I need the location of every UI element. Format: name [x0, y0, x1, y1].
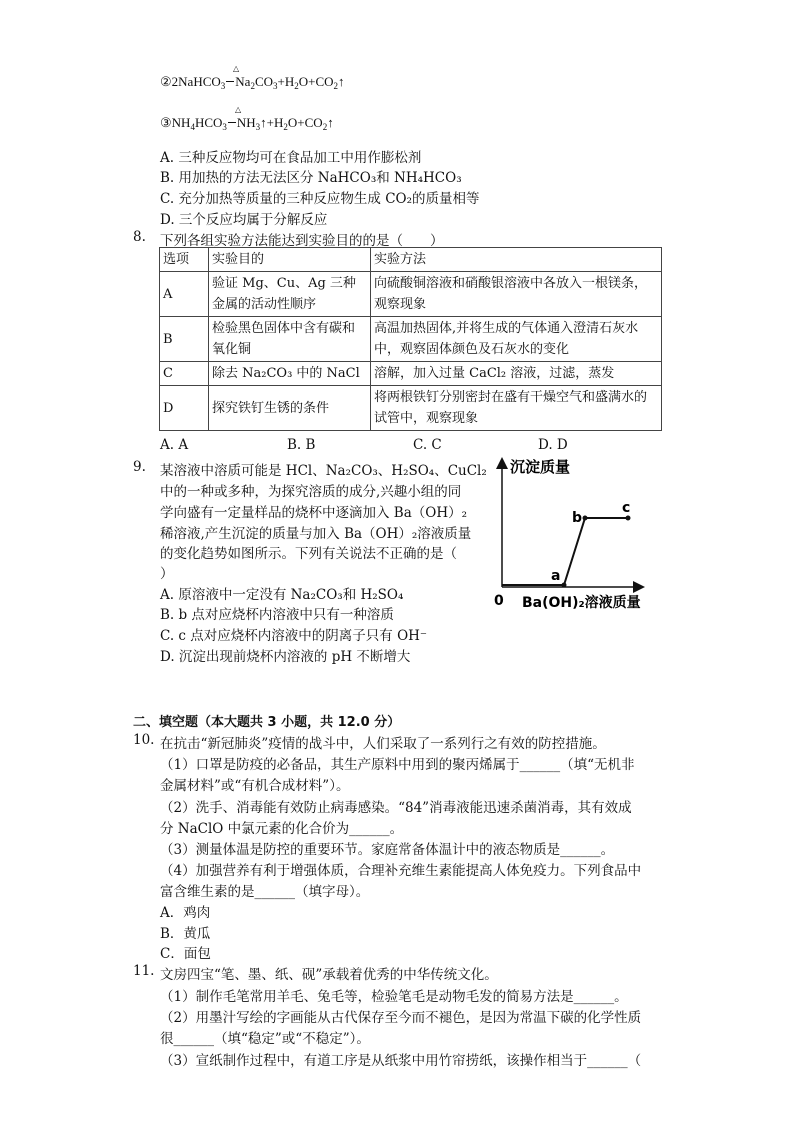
q9-option-a: A. 原溶液中一定没有 Na₂CO₃和 H₂SO₄: [160, 587, 404, 603]
q9-stem-line: ）: [160, 566, 174, 582]
origin-label: 0: [494, 593, 504, 609]
q7-option-a: A. 三种反应物均可在食品加工中用作膨松剂: [160, 150, 422, 166]
row-option: A: [160, 272, 209, 317]
x-axis-label: Ba(OH)₂溶液质量: [522, 595, 641, 611]
question-number: 10.: [133, 732, 155, 748]
point-b: [583, 516, 588, 521]
q9-option-d: D. 沉淀出现前烧杯内溶液的 pH 不断增大: [160, 649, 411, 665]
row-option: C: [160, 362, 209, 386]
table-row: [160, 362, 662, 386]
point-a-label: a: [551, 568, 561, 584]
point-a: [562, 583, 567, 588]
precipitate-graph: [490, 452, 670, 617]
section-heading: 二、填空题（本大题共 3 小题，共 12.0 分）: [133, 715, 401, 730]
row-method: 向硫酸铜溶液和硝酸银溶液中各放入一根镁条，观察现象: [371, 272, 662, 317]
q11-stem: 文房四宝“笔、墨、纸、砚”承载着优秀的中华传统文化。: [160, 967, 498, 983]
heat-symbol: △: [233, 64, 240, 73]
q11-line: （1）制作毛笔常用羊毛、兔毛等，检验笔毛是动物毛发的简易方法是______。: [160, 989, 628, 1005]
table-row: [160, 317, 662, 362]
q11-line: （2）用墨汁写绘的字画能从古代保存至今而不褪色，是因为常温下碳的化学性质: [160, 1010, 642, 1026]
q9-stem-line: 的变化趋势如图所示。下列有关说法不正确的是（: [160, 546, 457, 562]
q10-line: 分 NaClO 中氯元素的化合价为______。: [160, 821, 404, 837]
row-method: 溶解，加入过量 CaCl₂ 溶液，过滤，蒸发: [371, 362, 662, 386]
row-goal: 探究铁钉生锈的条件: [209, 386, 371, 431]
table-row: [160, 386, 662, 431]
equation-3: $③NH_4HCO_3$ $NH_3↑+H_2O+CO_2↑$: [160, 115, 334, 132]
row-method: 将两根铁钉分别密封在盛有干燥空气和盛满水的试管中，观察现象: [371, 386, 662, 431]
q10-line: （3）测量体温是防控的重要环节。家庭常备体温计中的液态物质是______。: [160, 842, 615, 858]
q9-stem-line: 某溶液中溶质可能是 HCl、Na₂CO₃、H₂SO₄、CuCl₂: [160, 463, 487, 479]
q8-answer-a: A. A: [160, 437, 189, 453]
point-c: [626, 516, 631, 521]
q10-choice-a: A．鸡肉: [160, 905, 211, 921]
q9-stem-line: 稀溶液,产生沉淀的质量与加入 Ba（OH）₂溶液质量: [160, 526, 472, 542]
q8-answer-b: B. B: [287, 437, 316, 453]
q7-option-b: B. 用加热的方法无法区分 NaHCO₃和 NH₄HCO₃: [160, 170, 462, 186]
q10-line: 金属材料”或“有机合成材料”）。: [160, 778, 350, 794]
q11-line: （3）宣纸制作过程中，有道工序是从纸浆中用竹帘捞纸，该操作相当于______（: [160, 1053, 642, 1069]
q9-option-b: B. b 点对应烧杯内溶液中只有一种溶质: [160, 607, 394, 623]
q8-answer-d: D. D: [538, 437, 568, 453]
precipitate-curve: [502, 518, 628, 585]
question-number: 11.: [133, 963, 155, 979]
row-method: 高温加热固体,并将生成的气体通入澄清石灰水中，观察固体颜色及石灰水的变化: [371, 317, 662, 362]
equation-2: ②2NaHCO$_3$ $Na_2CO_3+H_2O+CO_2↑$: [160, 74, 345, 91]
row-option: D: [160, 386, 209, 431]
heat-symbol: △: [235, 105, 242, 114]
q9-stem-line: 中的一种或多种，为探究溶质的成分,兴趣小组的同: [160, 484, 462, 500]
q8-stem: 下列各组实验方法能达到实验目的的是（ ）: [160, 233, 444, 249]
question-number: 9.: [133, 459, 146, 475]
q7-option-d: D. 三个反应均属于分解反应: [160, 212, 328, 228]
q7-option-c: C. 充分加热等质量的三种反应物生成 CO₂的质量相等: [160, 191, 480, 207]
q10-line: （1）口罩是防疫的必备品，其生产原料中用到的聚丙烯属于______（填“无机非: [160, 757, 635, 773]
question-number: 8.: [133, 229, 146, 245]
header-goal: 实验目的: [209, 248, 371, 272]
q10-choice-b: B．黄瓜: [160, 926, 211, 942]
row-goal: 除去 Na₂CO₃ 中的 NaCl: [209, 362, 371, 386]
table-row: [160, 272, 662, 317]
point-b-label: b: [572, 510, 583, 526]
row-option: B: [160, 317, 209, 362]
equals-line: [228, 122, 236, 123]
q8-answer-c: C. C: [413, 437, 442, 453]
header-method: 实验方法: [371, 248, 662, 272]
row-goal: 检验黑色固体中含有碳和氧化铜: [209, 317, 371, 362]
header-option: 选项: [160, 248, 209, 272]
q11-line: 很______（填“稳定”或“不稳定”）。: [160, 1031, 370, 1047]
q10-line: 富含维生素的是______（填字母）。: [160, 884, 370, 900]
q10-line: （4）加强营养有利于增强体质，合理补充维生素能提高人体免疫力。下列食品中: [160, 863, 642, 879]
point-c-label: c: [622, 500, 631, 516]
q10-line: （2）洗手、消毒能有效防止病毒感染。“84”消毒液能迅速杀菌消毒，其有效成: [160, 800, 632, 816]
q9-option-c: C. c 点对应烧杯内溶液中的阴离子只有 OH⁻: [160, 628, 428, 644]
experiment-table: [159, 247, 662, 431]
q10-choice-c: C．面包: [160, 946, 211, 962]
row-goal: 验证 Mg、Cu、Ag 三种金属的活动性顺序: [209, 272, 371, 317]
equals-line: [226, 81, 234, 82]
table-header-row: [160, 248, 662, 272]
y-axis-label: 沉淀质量: [510, 458, 571, 476]
q9-stem-line: 学向盛有一定量样品的烧杯中逐滴加入 Ba（OH）₂: [160, 505, 468, 521]
q10-stem: 在抗击“新冠肺炎”疫情的战斗中，人们采取了一系列行之有效的防控措施。: [160, 736, 606, 752]
